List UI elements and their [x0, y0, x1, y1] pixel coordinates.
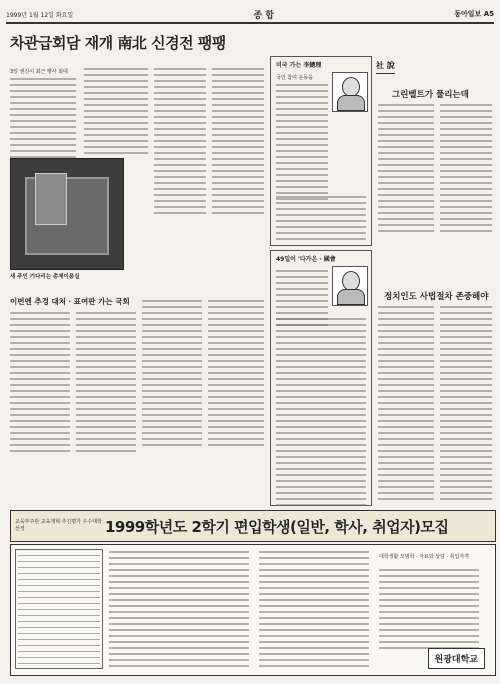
editorial-title-2: 정치인도 사법절차 존중해야 — [384, 292, 489, 302]
side-story-headline: 이번엔 추경 대처 · 표여판 가는 국회 — [10, 297, 130, 306]
columnist-portrait-1 — [332, 72, 368, 112]
university-logo: 원광대학교 — [428, 648, 485, 669]
opinion-top-byline: 국민 참여 운동을 — [276, 75, 313, 81]
main-story-col-4 — [212, 68, 264, 218]
editorial-label: 社 說 — [376, 60, 395, 74]
ad-note: 대학생활 모범학 · 자료와 상담 · 취업자격 — [379, 554, 469, 560]
side-story-col-3 — [142, 300, 202, 450]
opinion-bottom-header: 49일이 '다가온 · 國會 — [276, 256, 336, 263]
ad-contact — [379, 569, 479, 653]
main-story-col-1 — [10, 68, 76, 162]
ad-banner — [10, 510, 496, 542]
main-story-col-2 — [84, 68, 148, 158]
opinion-top-col-1 — [276, 74, 328, 204]
page-number: A5 — [483, 10, 494, 18]
ad-title: 1999학년도 2학기 편입학생(일반, 학사, 취업자)모집 — [105, 517, 449, 536]
ad-body — [10, 544, 496, 676]
photo-caption: 새 주인 기다리는 총재이용실 — [10, 274, 80, 280]
ad-quota-table — [15, 549, 103, 669]
columnist-portrait-2 — [332, 266, 368, 306]
date-line: 1999년 1월 12일 화요일 — [6, 11, 74, 19]
ad-tag-line: 교육부주관 교육개혁 추진평가 우수대학 선정 — [15, 519, 102, 532]
main-headline: 차관급회담 재개 南北 신경전 팽팽 — [10, 34, 226, 52]
editorial-title-1: 그린벨트가 풀리는데 — [392, 90, 469, 100]
main-story-lede: 3일 엔진이 최근 행사 최대 — [10, 69, 68, 75]
side-story-col-2 — [76, 312, 136, 456]
masthead — [6, 6, 494, 24]
editorial-2-col-2 — [440, 306, 492, 504]
opinion-top-header: 미국 가는 李總理 — [276, 62, 322, 69]
ad-requirements — [109, 551, 249, 671]
photo-door — [35, 173, 67, 225]
news-photo-office — [10, 158, 124, 270]
editorial-1-col-1 — [378, 104, 434, 236]
section-name: 종 합 — [253, 10, 274, 21]
paper-name-and-page — [454, 9, 494, 19]
opinion-top-col-2 — [276, 196, 366, 244]
ad-schedule — [259, 551, 369, 671]
editorial-2-col-1 — [378, 306, 434, 504]
main-story-col-3 — [154, 68, 206, 218]
paper-name: 동아일보 — [454, 10, 482, 18]
side-story-col-1 — [10, 312, 70, 456]
editorial-1-col-2 — [440, 104, 492, 236]
side-story-col-4 — [208, 300, 264, 450]
opinion-bottom-col-2 — [276, 318, 366, 528]
